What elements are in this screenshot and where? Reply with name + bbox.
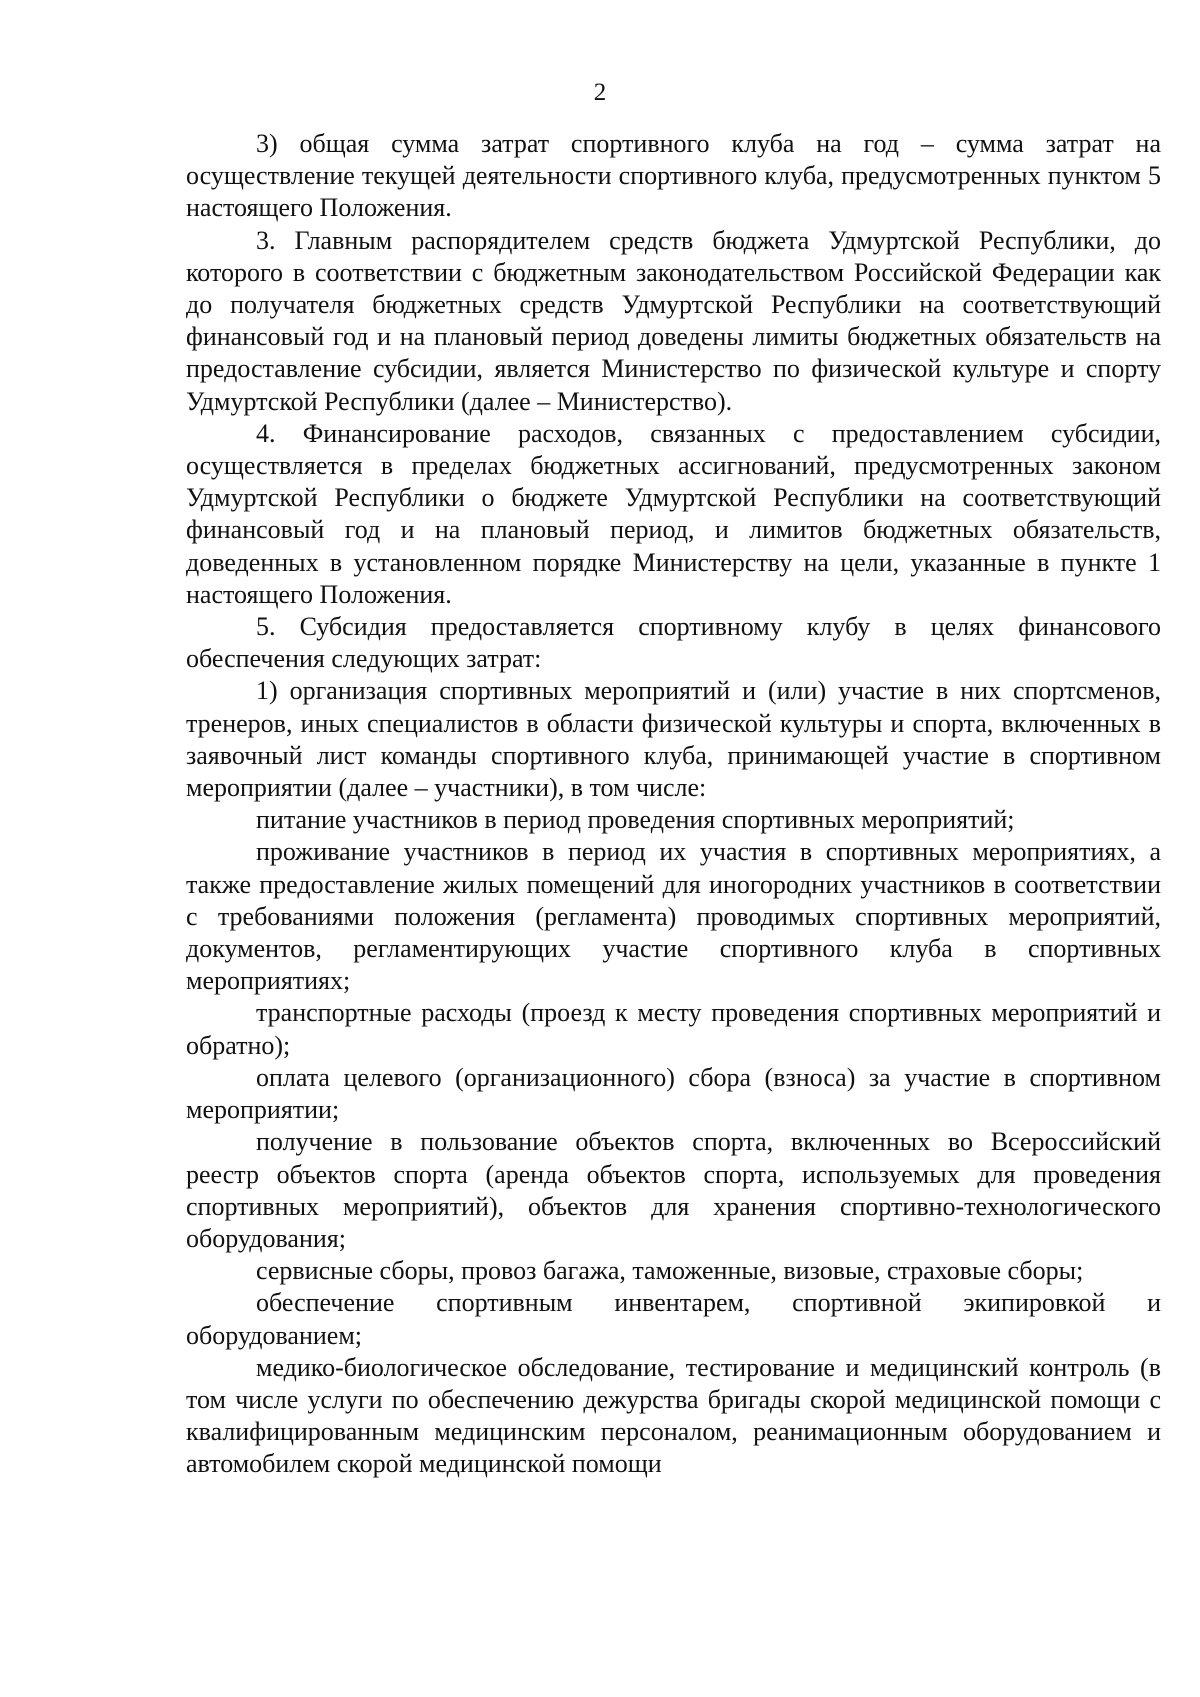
paragraph-item-3-total-costs: 3) общая сумма затрат спортивного клуба на год – сумма затрат на осуществление текущей деятельности спортивного клуба, предусмотренных пунктом 5 настоящего Положения. (186, 129, 1161, 223)
list-item-sport-facilities: получение в пользование объектов спорта, включенных во Всероссийский реестр объектов спорта (аренда объектов спорта, используемых для проведения спортивных мероприятий), объектов для хранения спортивно-технологического оборудования; (186, 1127, 1161, 1253)
list-item-service-fees: сервисные сборы, провоз багажа, таможенные, визовые, страховые сборы; (256, 1256, 1084, 1286)
list-item-food: питание участников в период проведения спортивных мероприятий; (256, 805, 1015, 835)
list-item-equipment: обеспечение спортивным инвентарем, спортивной экипировкой и оборудованием; (186, 1288, 1161, 1350)
page-number: 2 (593, 79, 607, 106)
paragraph-5-subsidy-purpose: 5. Субсидия предоставляется спортивному клубу в целях финансового обеспечения следующих затрат: (186, 612, 1161, 674)
paragraph-3-chief-administrator: 3. Главным распорядителем средств бюджета Удмуртской Республики, до которого в соответствии с бюджетным законодательством Российской Федерации как до получателя бюджетных средств Удмуртской Республики на соответствующий финансовый год и на плановый период доведены лимиты бюджетных обязательств на предоставление субсидии, является Министерство по физической культуре и спорту Удмуртской Республики (далее – Министерство). (186, 225, 1161, 416)
list-item-transport: транспортные расходы (проезд к месту проведения спортивных мероприятий и обратно); (186, 998, 1161, 1060)
paragraph-4-financing: 4. Финансирование расходов, связанных с предоставлением субсидии, осуществляется в пределах бюджетных ассигнований, предусмотренных законом Удмуртской Республики о бюджете Удмуртской Республики на соответствующий финансовый год и на плановый период, и лимитов бюджетных обязательств, доведенных в установленном порядке Министерству на цели, указанные в пункте 1 настоящего Положения. (186, 418, 1161, 609)
paragraph-item-1-sport-events: 1) организация спортивных мероприятий и (или) участие в них спортсменов, тренеров, иных специалистов в области физической культуры и спорта, включенных в заявочный лист команды спортивного клуба, принимающей участие в спортивном мероприятии (далее – участники), в том числе: (186, 676, 1161, 803)
list-item-medical-control: медико-биологическое обследование, тестирование и медицинский контроль (в том числе услуги по обеспечению дежурства бригады скорой медицинской помощи с квалифицированным медицинским персоналом, реанимационным оборудованием и автомобилем скорой медицинской помощи (186, 1352, 1161, 1479)
list-item-accommodation: проживание участников в период их участия в спортивных мероприятиях, а также предоставление жилых помещений для иногородних участников в соответствии с требованиями положения (регламента) проводимых спортивных мероприятий, документов, регламентирующих участие спортивного клуба в спортивных мероприятиях; (186, 837, 1161, 996)
list-item-entry-fee: оплата целевого (организационного) сбора (взноса) за участие в спортивном мероприятии; (186, 1062, 1161, 1125)
document-body (186, 128, 1161, 1481)
